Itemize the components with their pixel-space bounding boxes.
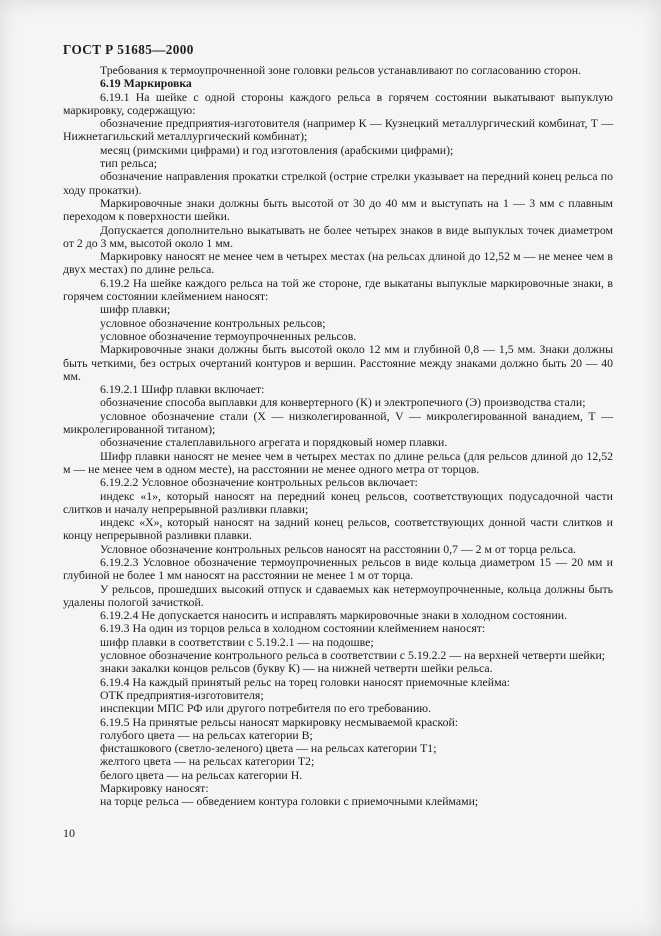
document-body-text bbox=[63, 64, 613, 809]
paragraph: У рельсов, прошедших высокий отпуск и сдаваемых как нетермоупрочненные, кольца должны быть удалены пологой зачисткой. bbox=[63, 581, 613, 609]
paragraph: Требования к термоупрочненной зоне головки рельсов устанавливают по согласованию сторон. bbox=[100, 63, 582, 77]
paragraph: на торце рельса — обведением контура головки с приемочными клеймами; bbox=[100, 794, 479, 809]
paragraph: шифр плавки в соответствии с 5.19.2.1 — на подошве; bbox=[100, 634, 374, 649]
paragraph: Маркировку наносят: bbox=[100, 781, 209, 796]
paragraph: 6.19.2.1 Шифр плавки включает: bbox=[100, 382, 265, 397]
paragraph: белого цвета — на рельсах категории Н. bbox=[100, 767, 303, 782]
paragraph: Маркировочные знаки должны быть высотой от 30 до 40 мм и выступать на 1 — 3 мм с плавным переходом к поверхности шейки. bbox=[63, 195, 613, 224]
paragraph: условное обозначение стали (Х — низколегированной, V — микролегированной ванадием, Т — микролегированной титаном); bbox=[63, 408, 613, 437]
paragraph: 6.19.2 На шейке каждого рельса на той же стороне, где выкатаны выпуклые маркировочные знаки, в горячем состоянии клеймением наносят: bbox=[63, 275, 613, 304]
paragraph: 6.19.5 На принятые рельсы наносят маркировку несмываемой краской: bbox=[100, 714, 459, 729]
paragraph: 6.19 Маркировка bbox=[100, 76, 192, 91]
document-standard-number: ГОСТ Р 51685—2000 bbox=[63, 42, 194, 57]
paragraph: 6.19.3 На один из торцов рельса в холодном состоянии клеймением наносят: bbox=[100, 621, 486, 636]
paragraph: условное обозначение термоупрочненных рельсов. bbox=[100, 328, 357, 343]
paragraph: 6.19.1 На шейке с одной стороны каждого рельса в горячем состоянии выкатывают выпуклую маркировку, содержащую: bbox=[63, 89, 613, 117]
paragraph: Маркировочные знаки должны быть высотой около 12 мм и глубиной 0,8 — 1,5 мм. Знаки должны быть четкими, без острых очертаний контуров и вершин. Расстояние между знаками должно быть 20 — 40 мм. bbox=[63, 342, 613, 383]
paragraph: 6.19.4 На каждый принятый рельс на торец головки наносят приемочные клейма: bbox=[100, 674, 510, 689]
paragraph: обозначение сталеплавильного агрегата и порядковый номер плавки. bbox=[100, 435, 448, 450]
paragraph: Условное обозначение контрольных рельсов наносят на расстоянии 0,7 — 2 м от торца рельса. bbox=[100, 541, 577, 556]
paragraph: тип рельса; bbox=[100, 156, 158, 171]
paragraph: Шифр плавки наносят не менее чем в четырех местах по длине рельса (для рельсов длиной до 12,52 м — не менее чем в одном месте), на расстоянии не менее одного метра от торцов. bbox=[63, 448, 613, 476]
paragraph: инспекции МПС РФ или другого потребителя по его требованию. bbox=[100, 701, 432, 716]
paragraph: ОТК предприятия-изготовителя; bbox=[100, 687, 264, 702]
paragraph: индекс «1», который наносят на передний конец рельсов, соответствующих подусадочной части слитков и началу непрерывной разливки плавки; bbox=[63, 488, 613, 516]
paragraph: 6.19.2.4 Не допускается наносить и исправлять маркировочные знаки в холодном состоянии. bbox=[100, 608, 568, 623]
page-number: 10 bbox=[63, 826, 75, 840]
paragraph: обозначение направления прокатки стрелкой (острие стрелки указывает на передний конец рельса по ходу прокатки). bbox=[63, 169, 613, 197]
paragraph: условное обозначение контрольного рельса в соответствии с 5.19.2.2 — на верхней четверти шейки; bbox=[100, 648, 606, 663]
paragraph: месяц (римскими цифрами) и год изготовления (арабскими цифрами); bbox=[100, 142, 454, 157]
paragraph: Маркировку наносят не менее чем в четырех местах (на рельсах длиной до 12,52 м — не менее чем в двух местах) по длине рельса. bbox=[63, 249, 613, 277]
paragraph: знаки закалки концов рельсов (букву К) — на нижней четверти шейки рельса. bbox=[100, 661, 493, 676]
paragraph: 6.19.2.3 Условное обозначение термоупрочненных рельсов в виде кольца диаметром 15 — 20 мм и глубиной не более 1 мм наносят на расстоянии не менее 1 м от торца. bbox=[63, 554, 613, 583]
paragraph: обозначение предприятия-изготовителя (например К — Кузнецкий металлургический комбинат, Т — Нижнетагильский металлургический комбинат); bbox=[63, 116, 613, 144]
paragraph: условное обозначение контрольных рельсов; bbox=[100, 315, 326, 330]
paragraph: шифр плавки; bbox=[100, 302, 171, 317]
paragraph: 6.19.2.2 Условное обозначение контрольных рельсов включает: bbox=[100, 475, 418, 490]
paragraph: желтого цвета — на рельсах категории Т2; bbox=[100, 754, 315, 769]
paragraph: Допускается дополнительно выкатывать не более четырех знаков в виде выпуклых точек диаметром от 2 до 3 мм, высотой около 1 мм. bbox=[63, 222, 613, 250]
paragraph: обозначение способа выплавки для конвертерного (К) и электропечного (Э) производства стали; bbox=[100, 395, 586, 410]
paragraph: индекс «Х», который наносят на задний конец рельсов, соответствующих донной части слитков и концу непрерывной разливки плавки. bbox=[63, 515, 613, 543]
paragraph: голубого цвета — на рельсах категории В; bbox=[100, 727, 313, 742]
paragraph: фисташкового (светло-зеленого) цвета — на рельсах категории Т1; bbox=[100, 741, 437, 756]
